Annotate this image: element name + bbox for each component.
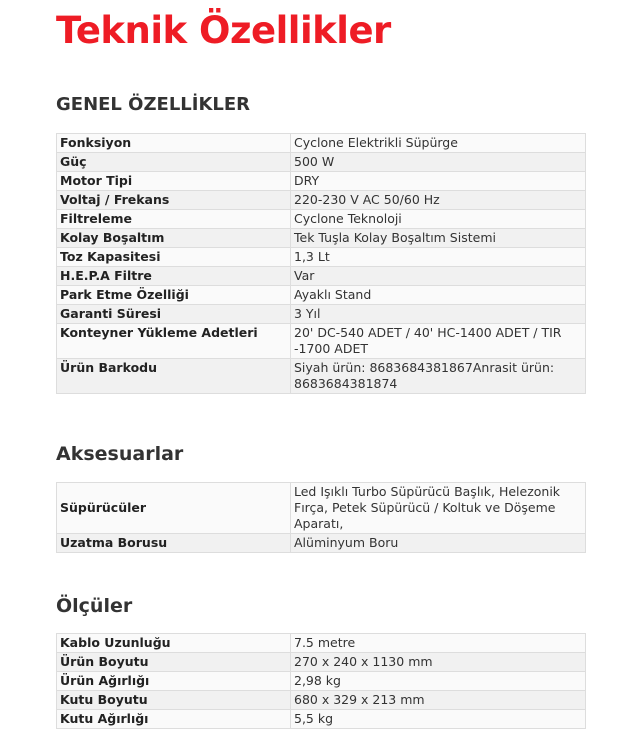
spec-label: Kablo Uzunluğu [57, 634, 291, 653]
section-heading-aksesuarlar: Aksesuarlar [56, 443, 184, 465]
spec-label: H.E.P.A Filtre [57, 267, 291, 286]
table-row [57, 172, 586, 191]
spec-label: Toz Kapasitesi [57, 248, 291, 267]
table-row [57, 191, 586, 210]
table-row [57, 286, 586, 305]
spec-label: Kutu Boyutu [57, 691, 291, 710]
spec-value: 500 W [291, 153, 586, 172]
spec-label: Ürün Barkodu [57, 359, 291, 394]
spec-value: 1,3 Lt [291, 248, 586, 267]
spec-value: 20' DC-540 ADET / 40' HC-1400 ADET / TIR -1700 ADET [291, 324, 586, 359]
spec-label: Uzatma Borusu [57, 534, 291, 553]
table-row [57, 248, 586, 267]
table-row [57, 134, 586, 153]
spec-value: 7.5 metre [291, 634, 586, 653]
spec-table-aksesuarlar [56, 482, 586, 553]
spec-value: 680 x 329 x 213 mm [291, 691, 586, 710]
spec-label: Kutu Ağırlığı [57, 710, 291, 729]
table-row [57, 483, 586, 534]
spec-value: 2,98 kg [291, 672, 586, 691]
table-row [57, 710, 586, 729]
spec-label: Voltaj / Frekans [57, 191, 291, 210]
spec-label: Kolay Boşaltım [57, 229, 291, 248]
spec-value: 5,5 kg [291, 710, 586, 729]
spec-label: Süpürücüler [57, 483, 291, 534]
spec-table-olculer [56, 633, 586, 729]
page-title: Teknik Özellikler [56, 9, 391, 52]
spec-label: Güç [57, 153, 291, 172]
spec-label: Garanti Süresi [57, 305, 291, 324]
spec-value: Led Işıklı Turbo Süpürücü Başlık, Helezonik Fırça, Petek Süpürücü / Koltuk ve Döşeme Aparatı, [291, 483, 586, 534]
table-row [57, 534, 586, 553]
section-heading-olculer: Ölçüler [56, 595, 133, 617]
spec-value: Siyah ürün: 8683684381867Anrasit ürün: 8683684381874 [291, 359, 586, 394]
spec-value: Alüminyum Boru [291, 534, 586, 553]
table-row [57, 267, 586, 286]
section-heading-genel: GENEL ÖZELLİKLER [56, 94, 251, 115]
spec-table-genel [56, 133, 586, 394]
table-row [57, 634, 586, 653]
table-row [57, 229, 586, 248]
spec-value: 3 Yıl [291, 305, 586, 324]
spec-label: Park Etme Özelliği [57, 286, 291, 305]
spec-label: Konteyner Yükleme Adetleri [57, 324, 291, 359]
table-row [57, 210, 586, 229]
spec-value: Tek Tuşla Kolay Boşaltım Sistemi [291, 229, 586, 248]
table-row [57, 324, 586, 359]
spec-label: Ürün Boyutu [57, 653, 291, 672]
table-row [57, 691, 586, 710]
table-row [57, 672, 586, 691]
spec-label: Ürün Ağırlığı [57, 672, 291, 691]
spec-value: 220-230 V AC 50/60 Hz [291, 191, 586, 210]
spec-value: Ayaklı Stand [291, 286, 586, 305]
table-row [57, 305, 586, 324]
table-row [57, 359, 586, 394]
table-row [57, 653, 586, 672]
spec-value: Var [291, 267, 586, 286]
spec-value: Cyclone Elektrikli Süpürge [291, 134, 586, 153]
spec-value: Cyclone Teknoloji [291, 210, 586, 229]
spec-value: DRY [291, 172, 586, 191]
spec-label: Motor Tipi [57, 172, 291, 191]
spec-label: Filtreleme [57, 210, 291, 229]
table-row [57, 153, 586, 172]
spec-label: Fonksiyon [57, 134, 291, 153]
spec-value: 270 x 240 x 1130 mm [291, 653, 586, 672]
